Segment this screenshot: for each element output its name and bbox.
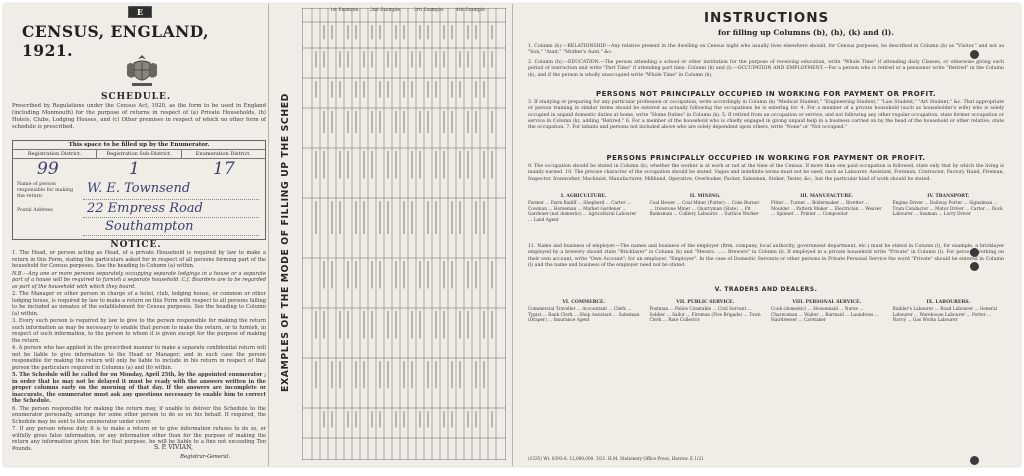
notice-para: 5. The Schedule will be called for on Monday, April 25th, by the appointed enumerator ; in order that he may not be delayed it must be ready with the answers written in the proper columns early on the morning of that day. If the answers are incomplete or inaccurate, the enumerator must ask any questions necessary to enable him to correct the Schedule.: [12, 372, 266, 404]
census-form: [4, 4, 1020, 466]
instruction-para: 11. Name and business of employer.—The names and business of the employer (firm, company, local authority, government department, etc.) must be stated in Column (l), for example, a bricklayer employed by a brewery should state "Bricklayer" in Column (k) and "Messrs. ...... Brewers" in Column (l). If employed in a private household write "Private" in Column (l). For persons working on their own account, write "Own Account"; for an employer, "Employer". In the case of Domestic Servants or other persons in Private Personal Service the word "Private" should be entered in Column (l) and the name and business of the employer need not be stated.: [528, 244, 1004, 268]
examples-table: [302, 8, 506, 460]
enumerator-box-columns: [13, 150, 265, 159]
section-heading-traders: V. TRADERS AND DEALERS.: [714, 286, 818, 293]
handwritten-name: W. E. Townsend: [87, 181, 191, 196]
section-heading-not-occupied: PERSONS NOT PRINCIPALLY OCCUPIED IN WORKING FOR PAYMENT OR PROFIT.: [595, 90, 936, 98]
royal-arms-icon: [122, 51, 162, 91]
notice-para: 2. The Manager or other person in charge of a hotel, club, lodging house, or common or other lodging house, is required by law to make a return on this Form with respect to all persons falling to be included as inmates of the establishment for Census purposes. See the heading to Column (a) within.: [12, 291, 266, 317]
name-line: [83, 199, 259, 200]
example-header-3: 3rd Example.: [414, 8, 445, 13]
notice-text: [12, 250, 266, 453]
section-heading-occupied: PERSONS PRINCIPALLY OCCUPIED IN WORKING FOR PAYMENT OR PROFIT.: [606, 154, 926, 162]
occupation-column: VI. COMMERCE. Commercial Traveller ... Accountant ... Clerk ... Typist ... Bank Clerk ... Shop Assistant ... Salesman (Draper) ... Insurance Agent: [528, 300, 640, 324]
form-letter-badge: E: [128, 6, 152, 18]
occupation-column: VIII. PERSONAL SERVICE. Cook (domestic) ... Housemaid ... Nurse ... Charwoman ... Waiter ... Barmaid ... Laundress ... Hairdresser ... Caretaker: [771, 300, 879, 324]
col-enumeration-district: Enumeration District.: [195, 151, 251, 157]
example-header-1: 1st Example.: [330, 8, 360, 13]
address-label: Postal Address: [17, 208, 53, 213]
address-line-1: [83, 217, 259, 218]
occupation-examples-top: [528, 194, 1004, 224]
notice-para: 6. The person responsible for making the return may, if unable to deliver the Schedule to the enumerator personally, arrange for some other person to do so on his behalf. If required, the Schedule may be sent to the enumerator under cover.: [12, 405, 266, 425]
example-header-4: 4th Example.: [456, 8, 487, 13]
punch-hole: [970, 456, 979, 465]
enumerator-box: [12, 140, 266, 240]
occupation-column: III. MANUFACTURE. Fitter ... Turner ... Boilermaker ... Rivetter ... Moulder ... Pattern Maker ... Electrician ... Weaver ... Spinner ... Printer ... Compositor: [771, 194, 882, 218]
notice-para: 7. If any person whose duty it is to make a return or to give information refuses to do so, or wilfully gives false information, or any information other than for the purpose of making the return any information given him for that purpose, he will be liable to a fine not exceeding Ten Pounds.: [12, 426, 266, 452]
occupation-column: I. AGRICULTURE. Farmer ... Farm Bailiff ... Shepherd ... Carter ... Cowman ... Horseman ... Market Gardener ... Gardener (not domestic) ... Agricultural Labourer ... Land Agent: [528, 194, 637, 224]
name-label: Name of person responsible for making the return: [17, 182, 74, 199]
handwritten-district: 99: [37, 159, 59, 179]
col-registration-district: Registration District.: [13, 150, 97, 158]
address-line-2: [83, 235, 259, 236]
notice-para: 3. Every such person is required by law to give to the person responsible for making the return such information as may be necessary to enable that person to make the return, or to furnish, in respect of such information, to the person to whom it is given except for the purpose of making the return.: [12, 318, 266, 344]
notice-para: 1. The Head, or person acting as Head, of a private Household is required by law to make a return in this Form, stating the particulars asked for in respect of all persons forming part of the household for Census purposes. See the heading to Column (a) within.: [12, 250, 266, 269]
instruction-para: 1. Column (b).—RELATIONSHIP.—Any relative present in the dwelling on Census night who usually lives elsewhere should, for Census purposes, be described in Column (b) as "Visitor," and not as "Son," "Aunt," "Mother's Aunt," &c.: [528, 44, 1004, 56]
example-header-2: 2nd Example.: [370, 8, 402, 13]
handwritten-subdistrict: 1: [129, 159, 140, 179]
occupation-examples-bottom: [528, 300, 1004, 324]
printer-footer: (1335) Wt. 8393-6. 12,000,000. 3/21. H.M. Stationery Office Press, Harrow. E 1/21: [528, 456, 704, 461]
enumerator-box-header: This space to be filled up by the Enumerator.: [13, 141, 265, 150]
occupation-column: VII. PUBLIC SERVICE. Postman ... Police Constable ... Civil Servant ... Soldier ... Sailor ... Fireman (Fire Brigade) ... Town Clerk ... Rate Collector: [649, 300, 761, 324]
fold-line: [512, 4, 513, 466]
handwritten-address-2: Southampton: [105, 219, 194, 234]
instruction-para: 2. Column (h).—EDUCATION.—The person attending a school or other institution for the purpose of receiving education, write "Whole Time" if attending daily Classes, or otherwise giving such period of instruction and write "Part Time" if attending part time. Column (k) and (l).—OCCUPATION AND EMPLOYMENT.—For a person who is retired or a pensioner write "Retired" in the Column (k), and if the person is wholly unoccupied write "Whole Time" in Column (h).: [528, 60, 1004, 78]
signature-title: Registrar-General.: [180, 454, 231, 460]
handwritten-address-1: 22 Empress Road: [87, 201, 203, 216]
census-title: CENSUS, ENGLAND, 1921.: [22, 22, 210, 60]
col-registration-subdistrict: Registration Sub-District.: [97, 150, 181, 158]
handwritten-enumeration: 17: [213, 159, 235, 179]
examples-panel: [270, 4, 510, 466]
instructions-title: INSTRUCTIONS: [704, 10, 830, 26]
instruction-para: 3. If studying or preparing for any particular profession or occupation, write accordingly in Column (k) "Medical Student," "Engineering Student," "Law Student," "Art Student," &c. That appropriate or person training in similar terms should be entered as actually following the occupations he is entering for. 4. For a member of a private household (such as householder's wife) who is solely occupied in unpaid domestic duties at home, write "Home Duties" in Column (k). 5. If retired from an occupation or service, and not following any other regular occupation, state former occupation or service in Column (k), adding "Retired." 6. For a member of the household who is chiefly engaged in giving unpaid help in a business carried on by the head of the household or other relative, state the occupation. 7. For infants and persons not included above who are solely dependent upon others, write "None" or "Not occupied.": [528, 100, 1004, 131]
instructions-panel: [514, 4, 1020, 466]
examples-vertical-title: EXAMPLES OF THE MODE OF FILLING UP THE SCHEDULE.: [280, 94, 291, 392]
occupation-column: IV. TRANSPORT. Engine Driver ... Railway Porter ... Signalman ... Tram Conductor ... Motor Driver ... Carter ... Dock Labourer ... Seaman ... Lorry Driver: [892, 194, 1003, 218]
notice-heading: NOTICE.: [110, 240, 162, 250]
prescribed-text: Prescribed by Regulations under the Census Act, 1920, as the form to be used in England (including Monmouth) for the purpose of returns in respect of (a) Private Households, (b) Hotels, Clubs, Lodging Houses, and (c) Other premises in respect of which no other form of schedule is prescribed.: [12, 103, 266, 130]
signature-name: S. P. VIVIAN,: [154, 444, 193, 451]
occupation-column: IX. LABOURERS. Builder's Labourer ... Road Labourer ... General Labourer ... Warehouse Labourer ... Porter ... Navvy ... Gas Works Labourer: [892, 300, 998, 324]
cover-panel: [4, 4, 268, 466]
occupation-column: II. MINING. Coal Hewer ... Coal Miner (Putter) ... Coke Burner ... Ironstone Miner ... Quarryman (Slate) ... Pit Banksman ... Colliery Labourer ... Surface Worker: [649, 194, 760, 218]
instruction-para: 9. The occupation should be stated in Column (k), whether the worker is at work or not at the time of the Census. If more than one paid occupation is followed, state only that by which the living is mainly earned. 10. The precise character of the occupation should be stated. Vague and indefinite terms must not be used, such as Labourer, Assistant, Foreman, Contractor, Factory Hand, Fireman, Inspector, Ironworker, Machinist, Manufacturer, Millhand, Operative, Overlooker, Packer, Salesman, Stoker, Tester, &c., but the particular kind of work should be stated.: [528, 164, 1004, 182]
schedule-heading: SCHEDULE.: [100, 92, 171, 102]
instructions-subtitle: for filling up Columns (b), (h), (k) and (l).: [718, 28, 894, 37]
examples-title: [268, 94, 298, 394]
notice-para: 4. A person who has applied in the prescribed manner to make a separate confidential return will not be liable to give information to the Head or Manager; and in such case the person responsible for making the return will only be liable to include in his return in respect of that person the particulars required in Columns (a) and (b) within.: [12, 345, 266, 371]
notice-para: N.B.—Any one or more persons separately occupying separate lodgings in a house or a separate part of a house will be required to furnish a separate household. C.f. Boarders are to be regarded as part of the household with which they board.: [12, 270, 266, 290]
